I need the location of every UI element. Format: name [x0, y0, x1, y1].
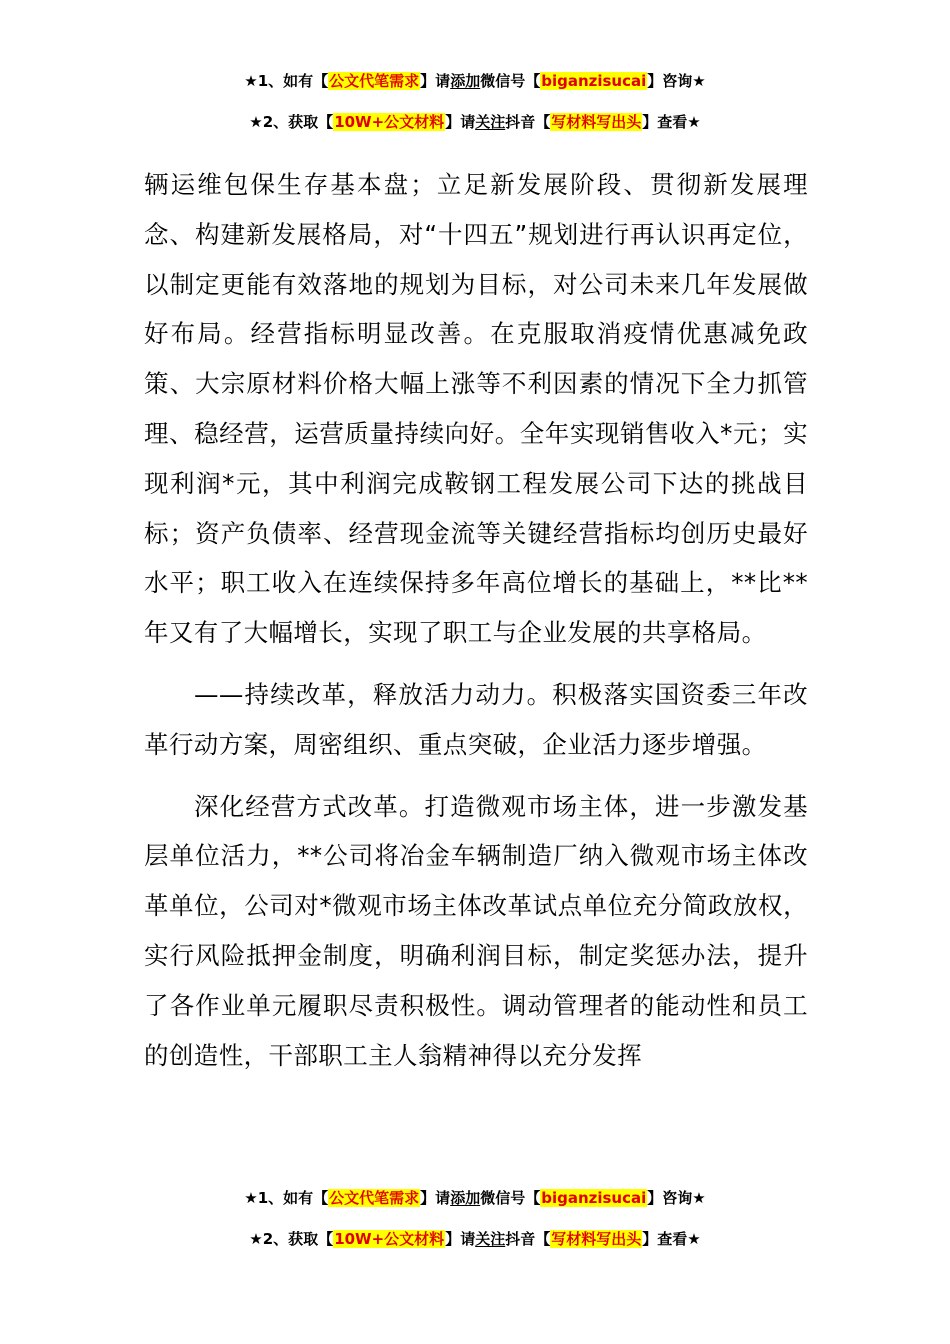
promo-highlight-service: 公文代笔需求	[329, 72, 420, 90]
body-paragraph-3: 深化经营方式改革。打造微观市场主体，进一步激发基层单位活力，**公司将冶金车辆制造厂纳入微观市场主体改革单位，公司对*微观市场主体改革试点单位充分简政放权，实行风险抵押金制度，明确利润目标，制定奖惩办法，提升了各作业单元履职尽责积极性。调动管理者的能动性和员工的创造性，干部职工主人翁精神得以充分发挥	[144, 791, 808, 1070]
header-promo-line-2	[0, 111, 950, 133]
promo-underlined-text: 关注	[475, 113, 506, 131]
promo-prefix: ★2、获取【	[249, 113, 334, 131]
promo-suffix: 】咨询★	[647, 72, 706, 90]
promo-text: 抖音【	[505, 113, 551, 131]
promo-underlined-text: 添加	[450, 72, 481, 90]
promo-highlight-douyin-id: 写材料写出头	[551, 113, 642, 131]
promo-highlight-wechat-id: biganzisucai	[541, 1189, 647, 1207]
promo-text: 抖音【	[505, 1230, 551, 1248]
promo-suffix: 】咨询★	[647, 1189, 706, 1207]
body-paragraph-2: ——持续改革，释放活力动力。积极落实国资委三年改革行动方案，周密组织、重点突破，企业活力逐步增强。	[144, 679, 808, 759]
footer-promo-line-2	[0, 1228, 950, 1250]
promo-prefix: ★1、如有【	[244, 72, 329, 90]
promo-underlined-text: 关注	[475, 1230, 506, 1248]
promo-highlight-materials: 10W+公文材料	[334, 113, 445, 131]
promo-highlight-douyin-id: 写材料写出头	[551, 1230, 642, 1248]
body-paragraph-1: 辆运维包保生存基本盘；立足新发展阶段、贯彻新发展理念、构建新发展格局，对“十四五”规划进行再认识再定位，以制定更能有效落地的规划为目标，对公司未来几年发展做好布局。经营指标明显改善。在克服取消疫情优惠减免政策、大宗原材料价格大幅上涨等不利因素的情况下全力抓管理、稳经营，运营质量持续向好。全年实现销售收入*元；实现利润*元，其中利润完成鞍钢工程发展公司下达的挑战目标；资产负债率、经营现金流等关键经营指标均创历史最好水平；职工收入在连续保持多年高位增长的基础上，**比**年又有了大幅增长，实现了职工与企业发展的共享格局。	[144, 170, 808, 648]
promo-prefix: ★2、获取【	[249, 1230, 334, 1248]
promo-prefix: ★1、如有【	[244, 1189, 329, 1207]
promo-suffix: 】查看★	[642, 113, 701, 131]
promo-highlight-wechat-id: biganzisucai	[541, 72, 647, 90]
promo-underlined-text: 添加	[450, 1189, 481, 1207]
promo-highlight-service: 公文代笔需求	[329, 1189, 420, 1207]
document-body	[144, 160, 808, 1080]
footer-promo-line-1	[0, 1187, 950, 1209]
promo-text: 】请	[420, 72, 451, 90]
header-promo-line-1	[0, 70, 950, 92]
promo-text: 微信号【	[480, 1189, 541, 1207]
promo-text: 微信号【	[480, 72, 541, 90]
promo-highlight-materials: 10W+公文材料	[334, 1230, 445, 1248]
promo-text: 】请	[420, 1189, 451, 1207]
promo-text: 】请	[445, 113, 476, 131]
promo-suffix: 】查看★	[642, 1230, 701, 1248]
promo-text: 】请	[445, 1230, 476, 1248]
